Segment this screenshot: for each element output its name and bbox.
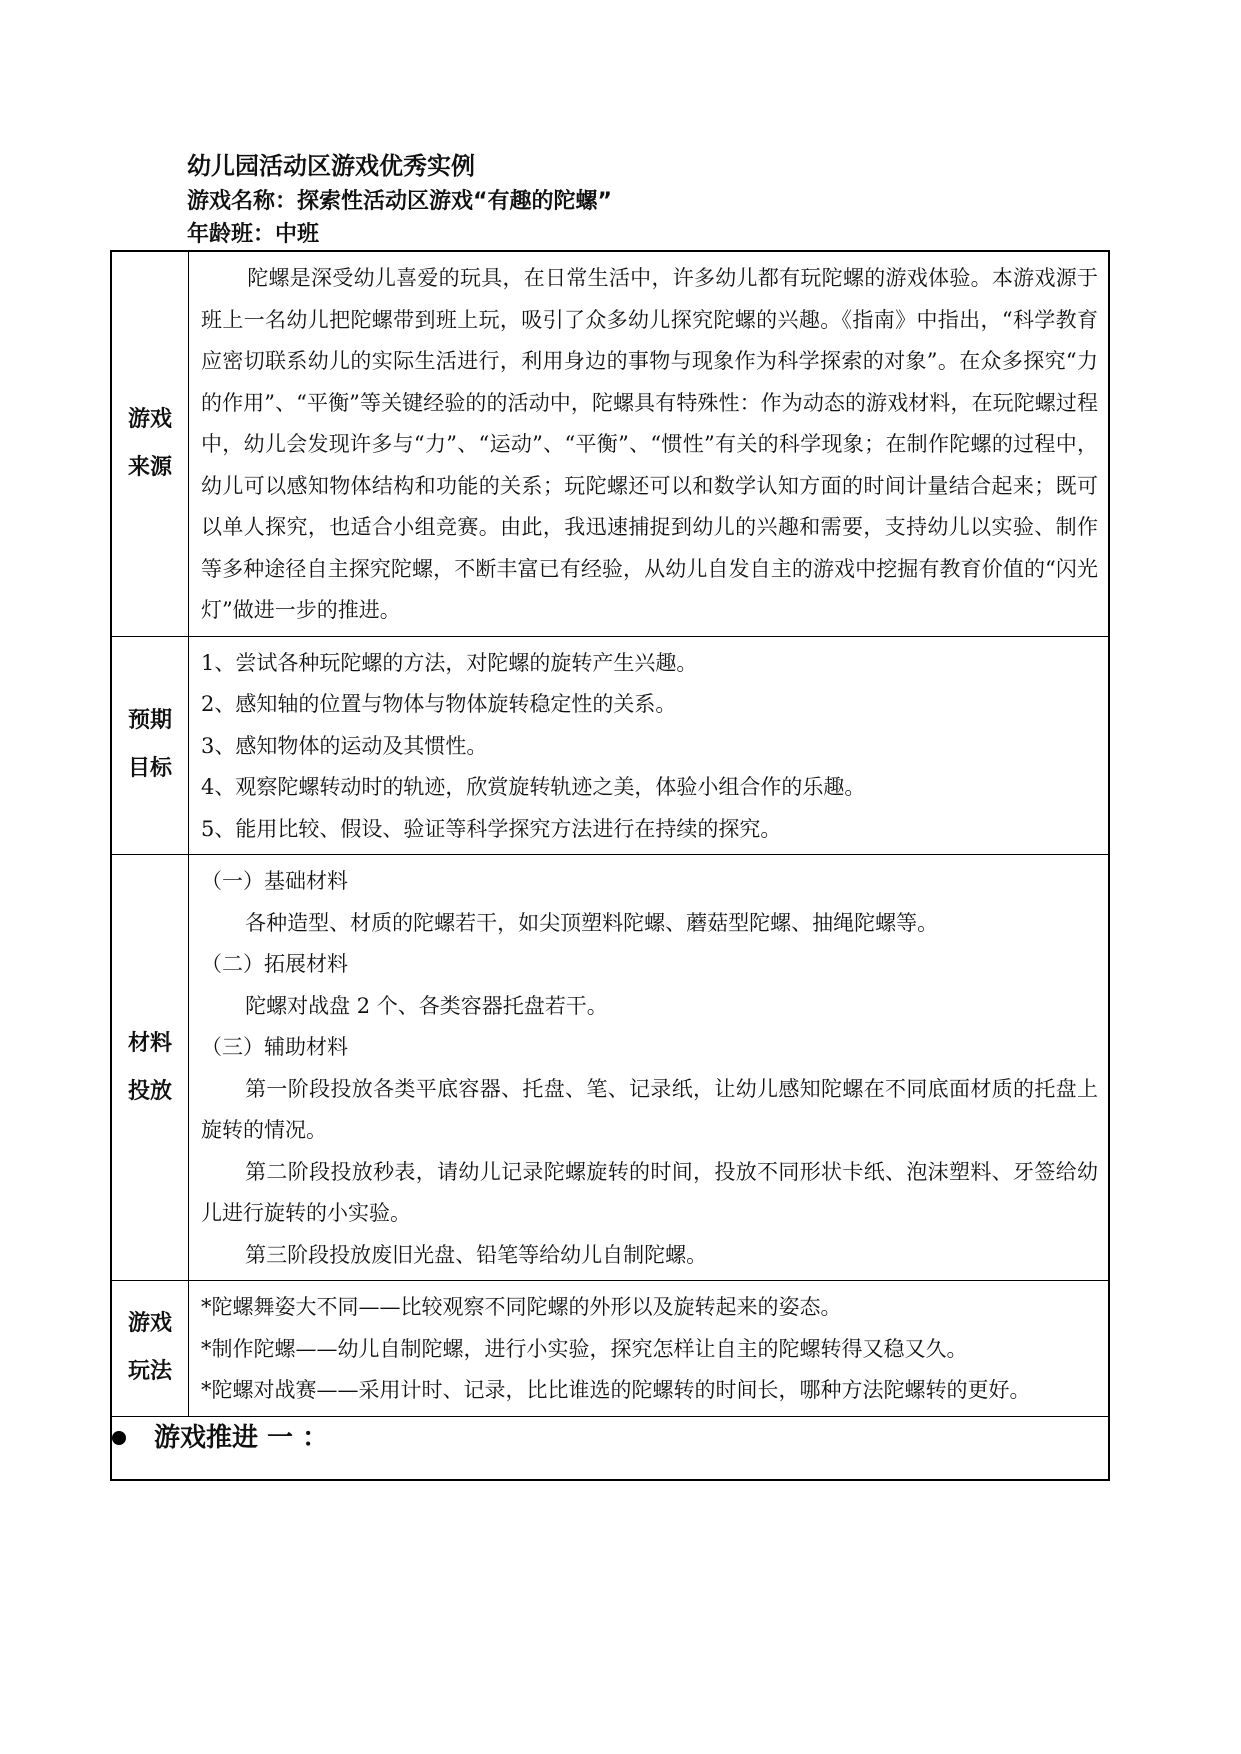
play-label-line-2: 玩法	[127, 1359, 172, 1385]
play-label	[111, 1281, 189, 1417]
basic-materials-heading: （一）基础材料	[201, 869, 348, 893]
play-item: *陀螺舞姿大不同——比较观察不同陀螺的外形以及旋转起来的姿态。	[201, 1295, 842, 1319]
progress-heading: 游戏推进 一 ：	[154, 1422, 329, 1453]
goal-item: 5、能用比较、假设、验证等科学探究方法进行在持续的探究。	[201, 816, 782, 841]
materials-row	[111, 855, 1109, 1281]
materials-label-line-1: 材料	[127, 1030, 172, 1056]
goal-item: 4、观察陀螺转动时的轨迹，欣赏旋转轨迹之美，体验小组合作的乐趣。	[201, 775, 866, 799]
play-label-line-1: 游戏	[127, 1311, 172, 1337]
source-text: 陀螺是深受幼儿喜爱的玩具，在日常生活中，许多幼儿都有玩陀螺的游戏体验。本游戏源于班上一名幼儿把陀螺带到班上玩，吸引了众多幼儿探究陀螺的兴趣。《指南》中指出，“科学教育应密切联系幼儿的实际生活进行，利用身边的事物与现象作为科学探索的对象”。在众多探究“力的作用”、“平衡”等关键经验的的活动中，陀螺具有特殊性：作为动态的游戏材料，在玩陀螺过程中，幼儿会发现许多与“力”、“运动”、“平衡”、“惯性”有关的科学现象；在制作陀螺的过程中，幼儿可以感知物体结构和功能的关系；玩陀螺还可以和数学认知方面的时间计量结合起来；既可以单人探究，也适合小组竞赛。由此，我迅速捕捉到幼儿的兴趣和需要，支持幼儿以实验、制作等多种途径自主探究陀螺，不断丰富已有经验，从幼儿自发自主的游戏中挖掘有教育价值的“闪光灯”做进一步的推进。	[201, 266, 1098, 622]
materials-label	[111, 855, 189, 1281]
extended-materials-text: 陀螺对战盘 2 个、各类容器托盘若干。	[245, 993, 608, 1018]
play-content	[189, 1281, 1110, 1417]
stage-1-text: 第一阶段投放各类平底容器、托盘、笔、记录纸，让幼儿感知陀螺在不同底面材质的托盘上旋转的情况。	[201, 1076, 1098, 1142]
play-item: *制作陀螺——幼儿自制陀螺，进行小实验，探究怎样让自主的陀螺转得又稳又久。	[201, 1336, 968, 1361]
goals-label	[111, 636, 189, 855]
age-class: 年龄班：中班	[187, 222, 320, 247]
stage-3-text: 第三阶段投放废旧光盘、铅笔等给幼儿自制陀螺。	[245, 1242, 708, 1267]
stage-2-text: 第二阶段投放秒表，请幼儿记录陀螺旋转的时间，投放不同形状卡纸、泡沫塑料、牙签给幼儿进行旋转的小实验。	[201, 1159, 1098, 1225]
goals-label-line-2: 目标	[127, 756, 172, 782]
goal-item: 3、感知物体的运动及其惯性。	[201, 733, 488, 758]
materials-content	[189, 855, 1110, 1281]
progress-cell	[111, 1416, 1109, 1480]
basic-materials-text: 各种造型、材质的陀螺若干，如尖顶塑料陀螺、蘑菇型陀螺、抽绳陀螺等。	[245, 910, 939, 935]
auxiliary-materials-heading: （三）辅助材料	[201, 1035, 348, 1059]
goals-row	[111, 636, 1109, 855]
goal-item: 2、感知轴的位置与物体与物体旋转稳定性的关系。	[201, 692, 677, 716]
source-content	[189, 251, 1110, 636]
goals-content	[189, 636, 1110, 855]
goals-label-line-1: 预期	[127, 708, 172, 734]
play-item: *陀螺对战赛——采用计时、记录，比比谁选的陀螺转的时间长，哪种方法陀螺转的更好。	[201, 1378, 1031, 1402]
source-label-line-2: 来源	[127, 454, 172, 480]
progress-row	[111, 1416, 1109, 1480]
game-name: 游戏名称：探索性活动区游戏“有趣的陀螺”	[187, 189, 612, 214]
source-label-line-1: 游戏	[127, 406, 172, 432]
activity-table	[110, 250, 1110, 1481]
bullet-icon	[112, 1431, 126, 1445]
play-row	[111, 1281, 1109, 1417]
source-label	[111, 251, 189, 636]
source-row	[111, 251, 1109, 636]
document-title: 幼儿园活动区游戏优秀实例	[187, 152, 475, 180]
goal-item: 1、尝试各种玩陀螺的方法，对陀螺的旋转产生兴趣。	[201, 650, 698, 675]
materials-label-line-2: 投放	[127, 1078, 172, 1104]
extended-materials-heading: （二）拓展材料	[201, 952, 348, 976]
